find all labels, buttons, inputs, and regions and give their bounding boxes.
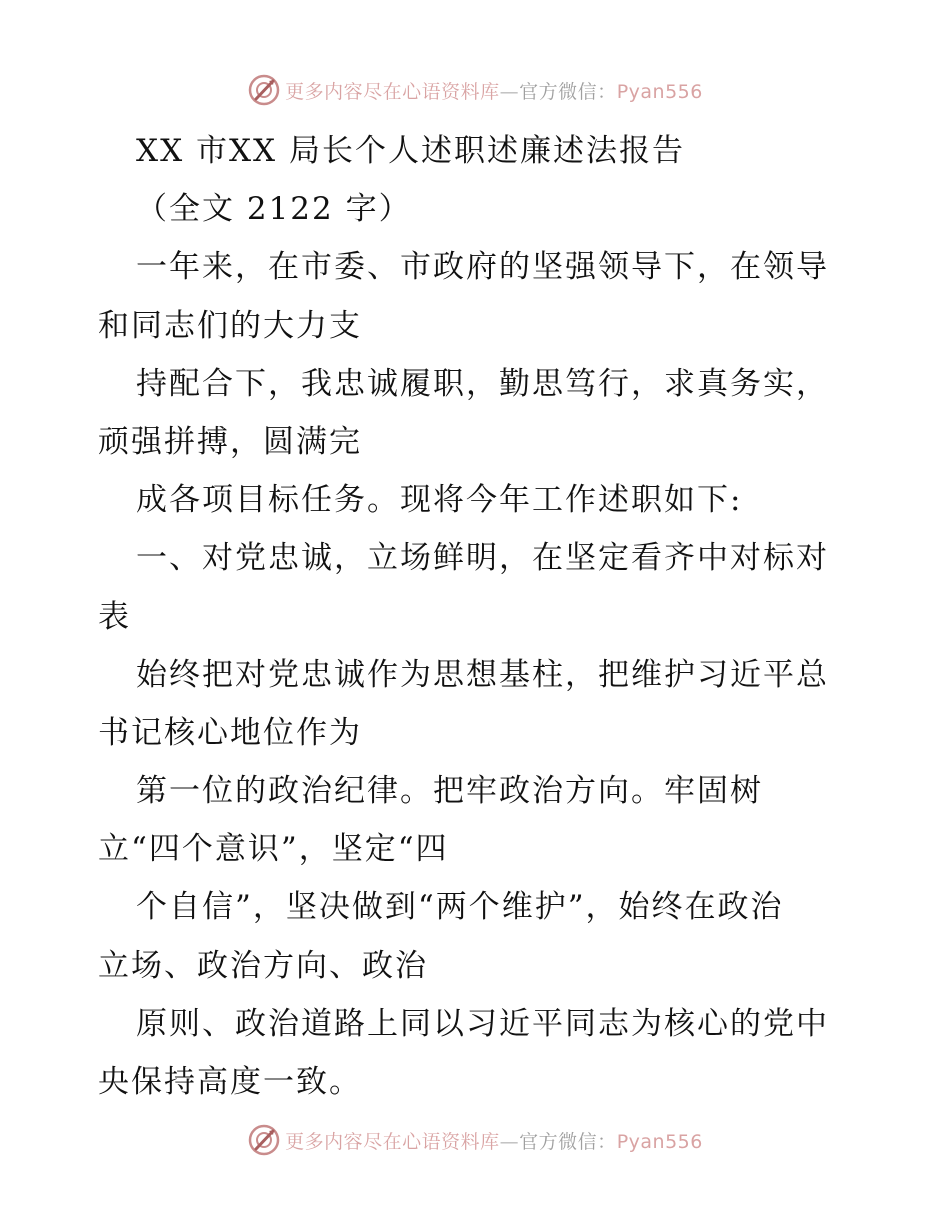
watermark-text xyxy=(285,1127,703,1154)
text-line: 立场、政治方向、政治 xyxy=(98,947,428,984)
watermark-separator: — xyxy=(499,1130,520,1153)
footer-watermark xyxy=(0,1120,950,1160)
watermark-site-text: 更多内容尽在心语资料库 xyxy=(285,1130,500,1153)
watermark-wechat-id: Pyan556 xyxy=(616,1130,703,1153)
document-title: XX 市XX 局长个人述职述廉述法报告 xyxy=(136,133,685,169)
watermark-separator: — xyxy=(499,80,520,103)
watermark-wechat-label: 官方微信： xyxy=(519,1130,617,1153)
text-line: 和同志们的大力支 xyxy=(98,307,362,344)
text-line: 央保持高度一致。 xyxy=(98,1064,362,1100)
text-line: 原则、政治道路上同以习近平同志为核心的党中 xyxy=(136,1005,829,1042)
watermark-wechat-id: Pyan556 xyxy=(616,80,703,103)
word-count: （全文 2122 字） xyxy=(136,191,412,228)
text-line: 顽强拼搏，圆满完 xyxy=(98,423,362,460)
header-watermark xyxy=(0,70,950,110)
watermark-text xyxy=(285,77,703,104)
text-line: 立“四个意识”，坚定“四 xyxy=(98,831,449,868)
brand-logo-icon xyxy=(247,73,281,107)
brand-logo-icon xyxy=(247,1123,281,1157)
text-line: 书记核心地位作为 xyxy=(98,714,362,751)
text-line: 表 xyxy=(98,598,131,635)
watermark-wechat-label: 官方微信： xyxy=(519,80,617,103)
text-line: 一、对党忠诚，立场鲜明，在坚定看齐中对标对 xyxy=(136,540,829,577)
watermark-site-text: 更多内容尽在心语资料库 xyxy=(285,80,500,103)
text-line: 持配合下，我忠诚履职，勤思笃行，求真务实， xyxy=(136,365,829,402)
text-line: 成各项目标任务。现将今年工作述职如下: xyxy=(136,482,743,519)
text-line: 个自信”，坚决做到“两个维护”，始终在政治 xyxy=(136,889,784,926)
text-line: 始终把对党忠诚作为思想基柱，把维护习近平总 xyxy=(136,656,829,693)
text-line: 第一位的政治纪律。把牢政治方向。牢固树 xyxy=(136,773,763,810)
paragraph-lines xyxy=(98,238,858,1111)
document-body xyxy=(98,122,858,1111)
text-line: 一年来，在市委、市政府的坚强领导下，在领导 xyxy=(136,249,829,286)
